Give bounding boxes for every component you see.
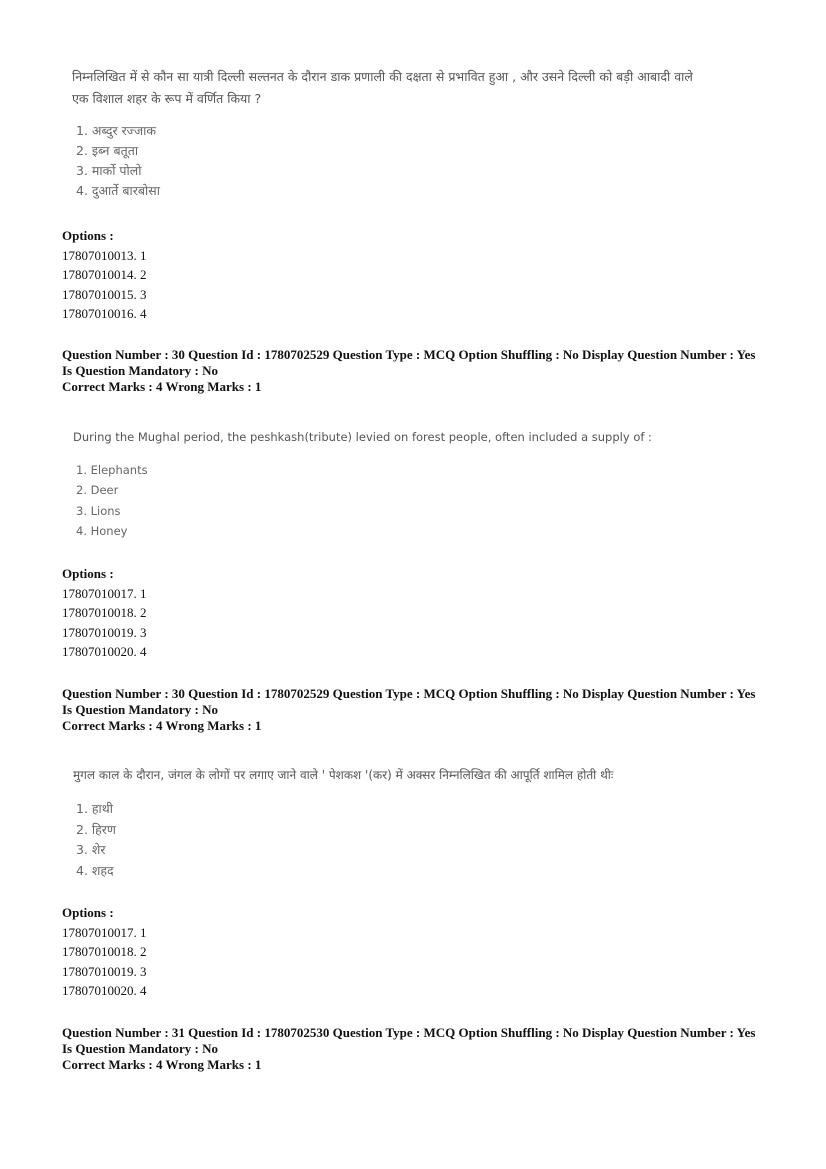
option-id: 17807010014. 2 (62, 267, 147, 282)
marks-line: Correct Marks : 4 Wrong Marks : 1 (62, 379, 262, 394)
options-label: Options : (62, 566, 114, 581)
question-meta-line: Question Number : 30 Question Id : 1780702529 Question Type : MCQ Option Shuffling : No Display Question Number : Yes (62, 347, 756, 362)
option-id: 17807010019. 3 (62, 963, 147, 979)
question-meta-2 (62, 686, 755, 734)
question-stem-hindi-1 (72, 66, 693, 110)
question-stem-line: एक विशाल शहर के रूप में वर्णित किया ? (72, 91, 262, 106)
marks-line: Correct Marks : 4 Wrong Marks : 1 (62, 1057, 262, 1072)
options-list-3 (62, 903, 147, 1001)
answer-choice: 1. अब्दुर रज्जाक (76, 123, 156, 138)
answer-choice: 2. इब्न बतूता (76, 143, 139, 158)
options-label: Options : (62, 228, 114, 243)
question-meta-3 (62, 1025, 755, 1073)
answer-choices-3 (76, 799, 116, 881)
question-stem-line: निम्नलिखित में से कौन सा यात्री दिल्ली सल्तनत के दौरान डाक प्रणाली की दक्षता से प्रभावित हुआ , और उसने दिल्ली को बड़ी आबादी वाले (72, 69, 693, 84)
question-meta-line: Question Number : 30 Question Id : 1780702529 Question Type : MCQ Option Shuffling : No Display Question Number : Yes (62, 686, 756, 701)
answer-choice: 3. शेर (76, 842, 106, 857)
option-id: 17807010013. 1 (62, 247, 147, 263)
question-stem-hindi-2: मुगल काल के दौरान, जंगल के लोगों पर लगाए जाने वाले ' पेशकश '(कर) में अक्सर निम्नलिखित की आपूर्ति शामिल होती थीः (73, 768, 614, 782)
answer-choice: 2. Deer (76, 483, 119, 498)
answer-choice: 4. Honey (76, 523, 128, 538)
answer-choice: 1. हाथी (76, 801, 113, 816)
option-id: 17807010015. 3 (62, 286, 147, 302)
answer-choice: 4. शहद (76, 862, 114, 878)
answer-choice: 1. Elephants (76, 463, 148, 477)
option-id: 17807010020. 4 (62, 983, 147, 998)
question-meta-line: Question Number : 31 Question Id : 1780702530 Question Type : MCQ Option Shuffling : No Display Question Number : Yes (62, 1025, 756, 1040)
option-id: 17807010017. 1 (62, 924, 147, 940)
question-meta-1 (62, 347, 755, 395)
option-id: 17807010018. 2 (62, 605, 147, 620)
option-id: 17807010019. 3 (62, 624, 147, 640)
option-id: 17807010018. 2 (62, 944, 147, 959)
option-id: 17807010020. 4 (62, 644, 147, 659)
answer-choice: 2. हिरण (76, 821, 116, 837)
answer-choice: 3. मार्को पोलो (76, 163, 142, 178)
option-id: 17807010016. 4 (62, 306, 147, 321)
options-label: Options : (62, 905, 114, 920)
question-mandatory-line: Is Question Mandatory : No (62, 702, 219, 717)
options-list-1 (62, 226, 147, 324)
options-list-2 (62, 564, 147, 662)
option-id: 17807010017. 1 (62, 585, 147, 601)
answer-choices-2 (76, 460, 148, 541)
question-mandatory-line: Is Question Mandatory : No (62, 363, 219, 378)
question-mandatory-line: Is Question Mandatory : No (62, 1041, 219, 1056)
answer-choice: 4. दुआर्ते बारबोसा (76, 183, 160, 198)
question-stem-english: During the Mughal period, the peshkash(tribute) levied on forest people, often included a supply of : (73, 430, 652, 444)
marks-line: Correct Marks : 4 Wrong Marks : 1 (62, 718, 262, 733)
answer-choices-1 (76, 121, 160, 201)
answer-choice: 3. Lions (76, 503, 121, 518)
